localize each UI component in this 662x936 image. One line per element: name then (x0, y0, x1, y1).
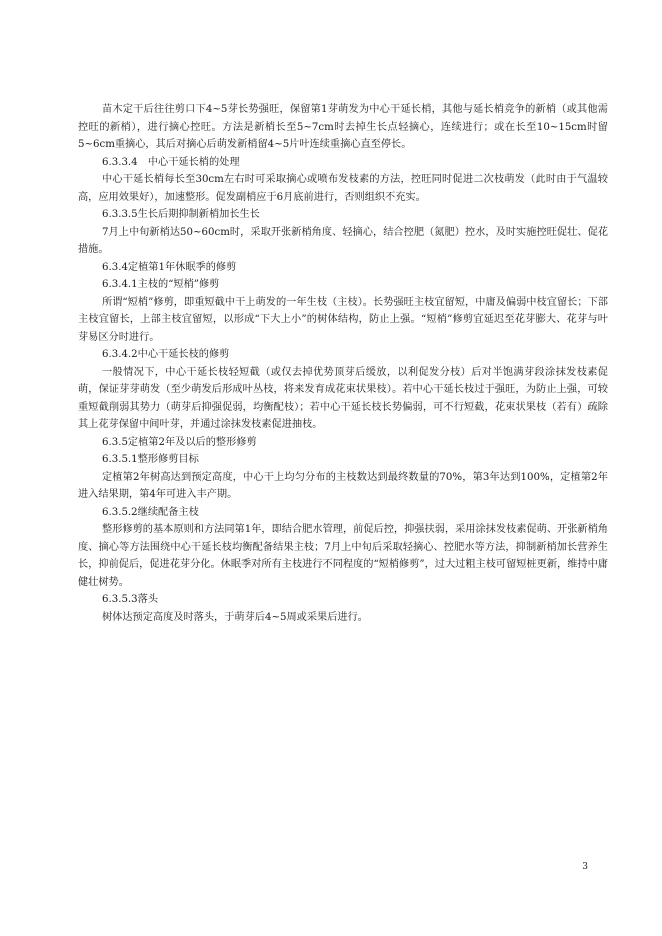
section-heading-6-3-3-4: 6.3.3.4 中心干延长梢的处理 (102, 156, 240, 168)
paragraph-6-3-4-2: 一般情况下，中心干延长枝轻短截（或仅去掉优势顶芽后缓放，以利促发分枝）后对半饱满芽段涂抹发枝素促萌，保证芽芽萌发（至少萌发后形成叶丛枝，将来发育成花束状果枝）。若中心干延长枝过于强旺，为防止上强，可较重短截削弱其势力（萌芽后抑强促弱，均衡配枝）；若中心干延长枝长势偏弱，可不行短截，花束状果枝（若有）疏除其上花芽保留中间叶芽，并通过涂抹发枝素促进抽枝。 (78, 366, 608, 430)
section-heading-6-3-4-2: 6.3.4.2中心干延长枝的修剪 (102, 349, 230, 360)
page-number: 3 (582, 862, 588, 872)
section-heading-6-3-4: 6.3.4定植第1年休眠季的修剪 (102, 261, 237, 273)
section-heading-6-3-5-3: 6.3.5.3落头 (102, 594, 159, 605)
section-heading-6-3-5: 6.3.5定植第2年及以后的整形修剪 (102, 436, 257, 448)
paragraph-6-3-4-1: 所谓“短梢”修剪，即重短截中干上萌发的一年生枝（主枝）。长势强旺主枝宜留短，中庸及偏弱中枝宜留长；下部主枝宜留长，上部主枝宜留短，以形成“下大上小”的树体结构，防止上强。“短梢”修剪宜延迟至花芽膨大、花芽与叶芽易区分时进行。 (78, 296, 608, 343)
section-heading-6-3-3-5: 6.3.3.5生长后期抑制新梢加长生长 (102, 209, 260, 220)
paragraph-6-3-3-5: 7月上中旬新梢达50~60cm时，采取开张新梢角度、轻摘心，结合控肥（氮肥）控水，及时实施控旺促壮、促花措施。 (78, 226, 608, 255)
document-body (78, 101, 608, 626)
paragraph-6-3-5-1: 定植第2年树高达到预定高度，中心干上均匀分布的主枝数达到最终数量的70%，第3年达到100%，定植第2年进入结果期，第4年可进入丰产期。 (78, 471, 608, 500)
paragraph-6-3-5-3: 树体达预定高度及时落头，于萌芽后4~5周或采果后进行。 (102, 611, 368, 623)
section-heading-6-3-4-1: 6.3.4.1主枝的“短梢”修剪 (102, 279, 220, 290)
section-heading-6-3-5-2: 6.3.5.2继续配备主枝 (102, 506, 199, 518)
section-heading-6-3-5-1: 6.3.5.1整形修剪目标 (102, 454, 199, 465)
paragraph-6-3-3-4: 中心干延长梢每长至30cm左右时可采取摘心或喷布发枝素的方法，控旺同时促进二次枝萌发（此时由于气温较高，应用效果好），加速整形。促发副梢应于6月底前进行，否则组织不充实。 (78, 174, 608, 203)
paragraph-6-3-5-2: 整形修剪的基本原则和方法同第1年，即结合肥水管理，前促后控，抑强扶弱，采用涂抹发枝素促萌、开张新梢角度、摘心等方法围绕中心干延长枝均衡配备结果主枝；7月上中旬后采取轻摘心、控肥水等方法，抑制新梢加长营养生长，抑前促后，促进花芽分化。休眠季对所有主枝进行不同程度的“短梢修剪”，过大过粗主枝可留短桩更新，维持中庸健壮树势。 (78, 524, 608, 588)
paragraph-intro: 苗木定干后往往剪口下4~5芽长势强旺，保留第1芽萌发为中心干延长梢，其他与延长梢竞争的新梢（或其他需控旺的新梢），进行摘心控旺。方法是新梢长至5~7cm时去掉生长点轻摘心，连续进行；或在长至10~15cm时留5~6cm重摘心，其后对摘心后萌发新梢留4~5片叶连续重摘心直至停长。 (78, 104, 608, 150)
